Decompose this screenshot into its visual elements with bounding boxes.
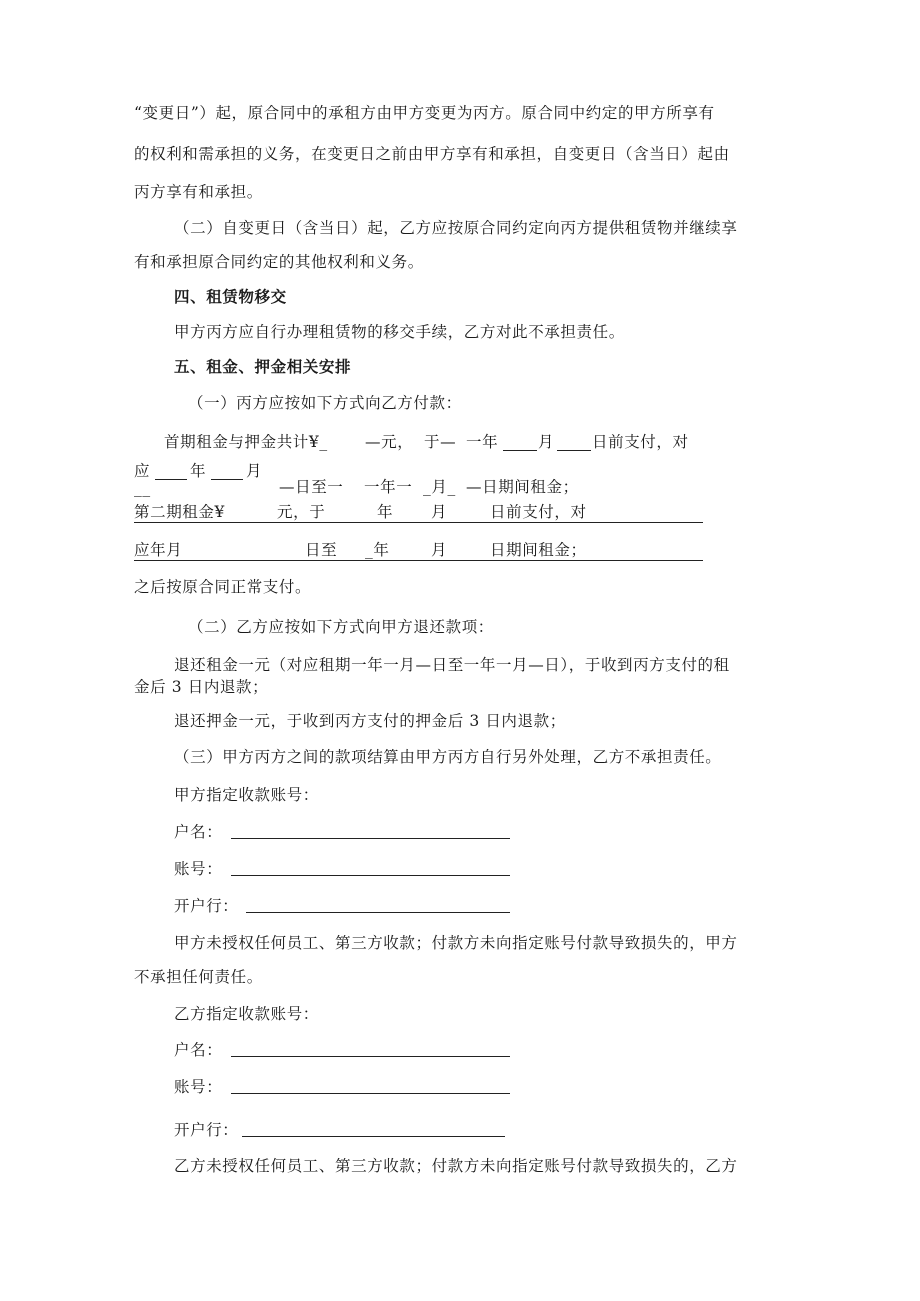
paragraph-line: 的权利和需承担的义务，在变更日之前由甲方享有和承担，自变更日（含当日）起由: [134, 145, 730, 163]
form-text: _月_: [423, 478, 456, 496]
paragraph-line: 有和承担原合同约定的其他权利和义务。: [134, 253, 424, 271]
paragraph-line: 退还租金一元（对应租期一年一月—日至一年一月—日），于收到丙方支付的租: [174, 656, 730, 674]
bank-name-label: 开户行：: [174, 897, 239, 915]
form-text: —日期间租金；: [466, 478, 579, 496]
paragraph-line: 乙方指定收款账号：: [174, 1005, 319, 1023]
form-text: 月: [538, 433, 555, 451]
form-row-underline: [134, 560, 703, 561]
second-payment-label: 第二期租金¥: [134, 503, 225, 521]
first-payment-label: 首期租金与押金共计¥_: [164, 433, 328, 451]
paragraph-line: 丙方享有和承担。: [134, 183, 263, 201]
account-number-label: 账号：: [174, 1078, 223, 1096]
paragraph-line: （一）丙方应按如下方式向乙方付款：: [188, 394, 462, 412]
form-text: 日前支付，对: [592, 433, 689, 451]
paragraph-line: 乙方未授权任何员工、第三方收款；付款方未向指定账号付款导致损失的，乙方: [174, 1157, 738, 1175]
form-text: 元，于: [277, 503, 326, 521]
form-text: 月: [431, 503, 448, 521]
paragraph-line: （三）甲方丙方之间的款项结算由甲方丙方自行另外处理，乙方不承担责任。: [174, 748, 722, 766]
account-name-field[interactable]: [231, 838, 510, 839]
paragraph-line: 金后 3 日内退款；: [134, 678, 269, 696]
form-text: 日至: [305, 541, 338, 559]
form-text: 月: [431, 541, 448, 559]
bank-name-field[interactable]: [242, 1136, 505, 1137]
paragraph-line: 甲方指定收款账号：: [174, 786, 319, 804]
form-text: 应: [134, 462, 151, 480]
blank-field-line: [503, 450, 537, 451]
form-text: —日至一: [279, 478, 344, 496]
paragraph-line: 之后按原合同正常支付。: [134, 578, 312, 596]
account-name-label: 户名：: [174, 823, 223, 841]
account-name-label: 户名：: [174, 1041, 223, 1059]
form-text: 月: [246, 462, 263, 480]
paragraph-line: （二）乙方应按如下方式向甲方退还款项：: [188, 618, 494, 636]
section-heading-5: 五、租金、押金相关安排: [174, 357, 352, 376]
form-text: 日期间租金；: [490, 541, 587, 559]
form-row-underline: [134, 522, 703, 523]
form-text: —元，: [365, 433, 414, 451]
paragraph-line: 不承担任何责任。: [134, 968, 263, 986]
section-heading-4: 四、租赁物移交: [174, 287, 287, 306]
paragraph-line: 甲方丙方应自行办理租赁物的移交手续，乙方对此不承担责任。: [174, 323, 625, 341]
paragraph-line: “变更日”）起，原合同中的承租方由甲方变更为丙方。原合同中约定的甲方所享有: [134, 104, 715, 122]
form-text: 于—: [424, 433, 457, 451]
account-number-field[interactable]: [231, 875, 510, 876]
form-text: 应年月: [134, 541, 183, 559]
account-name-field[interactable]: [231, 1056, 510, 1057]
blank-field-line: [211, 479, 243, 480]
form-text: 一年: [466, 433, 499, 451]
form-text: _年: [365, 541, 390, 559]
paragraph-line: （二）自变更日（含当日）起，乙方应按原合同约定向丙方提供租赁物并继续享: [174, 219, 738, 237]
bank-name-field[interactable]: [246, 912, 510, 913]
form-text: 一年一: [364, 478, 413, 496]
bank-name-label: 开户行：: [174, 1121, 239, 1139]
form-text: 日前支付，对: [490, 503, 587, 521]
account-number-field[interactable]: [231, 1093, 510, 1094]
account-number-label: 账号：: [174, 860, 223, 878]
blank-field-line: [155, 479, 187, 480]
paragraph-line: 甲方未授权任何员工、第三方收款；付款方未向指定账号付款导致损失的，甲方: [174, 934, 738, 952]
form-text: 年: [377, 503, 394, 521]
form-text: __: [134, 479, 151, 497]
paragraph-line: 退还押金一元，于收到丙方支付的押金后 3 日内退款；: [174, 712, 566, 730]
blank-field-line: [557, 450, 591, 451]
form-text: 年: [190, 462, 207, 480]
